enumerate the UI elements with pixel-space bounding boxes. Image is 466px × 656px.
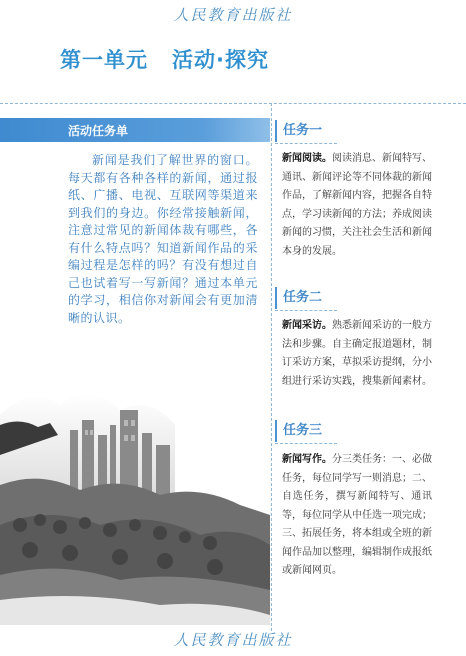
publisher-logo-bottom: 人民教育出版社 [173,631,293,649]
news-illustration [0,375,270,625]
divider-horizontal [0,103,466,104]
task-sheet-label: 活动任务单 [68,124,129,138]
task-2-text: 熟悉新闻采访的一般方法和步骤。自主确定报道题材，制订采访方案，草拟采访提纲，分小组进行采访实践，搜集新闻素材。 [282,320,432,387]
divider-vertical [271,103,272,631]
task-2-heading: 任务二 [275,287,329,309]
task-3-keyword: 新闻写作。 [282,454,332,465]
task-1-heading: 任务一 [275,120,329,142]
unit-title [60,44,269,74]
intro-paragraph: 新闻是我们了解世界的窗口。每天都有各种各样的新闻，通过报纸、广播、电视、互联网等渠道来到我们的身边。你经常接触新闻，注意过常见的新闻体裁有哪些，各有什么特点吗？知道新闻作品的采编过程是怎样的吗？有没有想过自己也试着写一写新闻？通过本单元的学习，相信你对新闻会有更加清晰的认识。 [68,153,258,325]
task-3-body [282,451,432,581]
publisher-logo-top: 人民教育出版社 [173,6,293,24]
task-1-body [282,150,432,261]
task-sheet-banner [0,118,270,142]
task-1-text: 阅读消息、新闻特写、通讯、新闻评论等不同体裁的新闻作品，了解新闻内容，把握各自特点，学习读新闻的方法；养成阅读新闻的习惯，关注社会生活和新闻本身的发展。 [282,153,432,257]
unit-name: 活动·探究 [172,48,269,72]
unit-number: 第一单元 [60,48,148,72]
task-2-body [282,317,432,391]
task-2-keyword: 新闻采访。 [282,320,332,331]
task-3-text: 分三类任务：一、必做任务，每位同学写一则消息；二、自选任务，撰写新闻特写、通讯等，每位同学从中任选一项完成；三、拓展任务，将本组或全班的新闻作品加以整理，编辑制作成报纸或新闻网页。 [282,454,432,576]
task-3-heading: 任务三 [275,420,329,442]
task-1-keyword: 新闻阅读。 [282,153,332,164]
